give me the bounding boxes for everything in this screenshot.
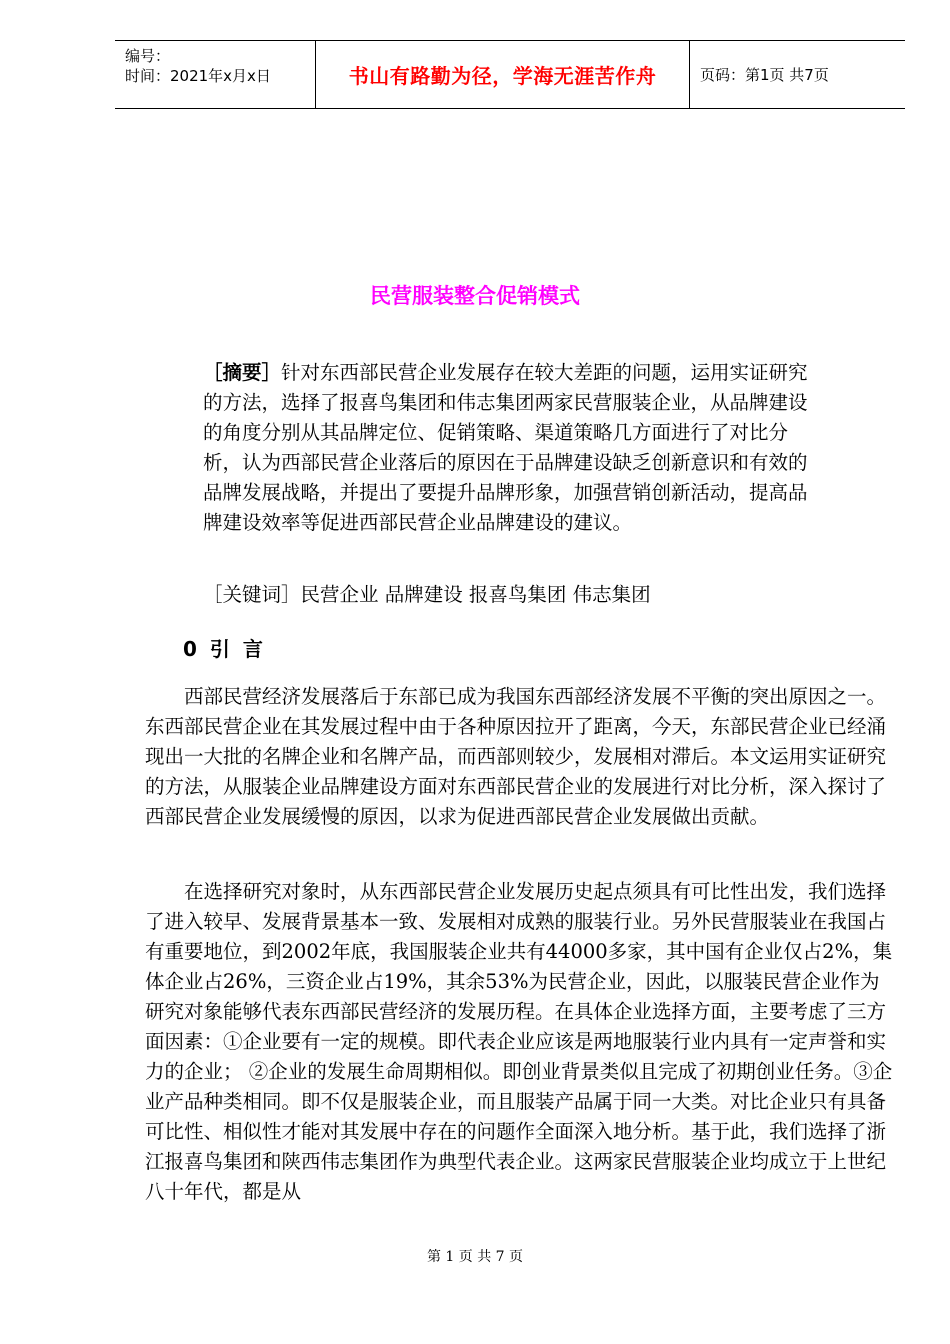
body-paragraph-2: 在选择研究对象时，从东西部民营企业发展历史起点须具有可比性出发，我们选择了进入较早、发展背景基本一致、发展相对成熟的服装行业。另外民营服装业在我国占有重要地位，到2002年底，我国服装企业共有44000多家，其中国有企业仅占2%，集体企业占26%，三资企业占19%，其余53%为民营企业，因此，以服装民营企业作为研究对象能够代表东西部民营经济的发展历程。在具体企业选择方面，主要考虑了三方面因素：①企业要有一定的规模。即代表企业应该是两地服装行业内具有一定声誉和实力的企业； ②企业的发展生命周期相似。即创业背景类似且完成了初期创业任务。③企业产品种类相同。即不仅是服装企业，而且服装产品属于同一大类。对比企业只有具备可比性、相似性才能对其发展中存在的问题作全面深入地分析。基于此，我们选择了浙江报喜鸟集团和陕西伟志集团作为典型代表企业。这两家民营服装企业均成立于上世纪八十年代，都是从	[145, 880, 893, 1203]
abstract-text: 针对东西部民营企业发展存在较大差距的问题，运用实证研究的方法，选择了报喜鸟集团和伟志集团两家民营服装企业，从品牌建设的角度分别从其品牌定位、促销策略、渠道策略几方面进行了对比分析，认为西部民营企业落后的原因在于品牌建设缺乏创新意识和有效的品牌发展战略，并提出了要提升品牌形象，加强营销创新活动，提高品牌建设效率等促进西部民营企业品牌建设的建议。	[203, 361, 808, 534]
page-header	[115, 40, 905, 109]
document-number-label: 编号：	[125, 47, 171, 65]
abstract-tag: ［摘要］	[203, 361, 282, 384]
abstract-block	[203, 358, 823, 538]
keywords-text: 民营企业 品牌建设 报喜鸟集团 伟志集团	[300, 583, 651, 606]
header-motto: 书山有路勤为径，学海无涯苦作舟	[348, 64, 657, 88]
page-footer: 第 1 页 共 7 页	[426, 1249, 524, 1265]
document-time-label: 时间：2021年x月x日	[125, 67, 271, 85]
header-page-cell	[690, 41, 905, 108]
keywords-tag: ［关键词］	[203, 583, 301, 606]
header-meta-cell	[115, 41, 316, 108]
keywords-block	[203, 580, 823, 610]
header-motto-cell	[316, 41, 690, 108]
body-paragraph-1: 西部民营经济发展落后于东部已成为我国东西部经济发展不平衡的突出原因之一。东西部民营企业在其发展过程中由于各种原因拉开了距离，今天，东部民营企业已经涌现出一大批的名牌企业和名牌产品，而西部则较少，发展相对滞后。本文运用实证研究的方法，从服装企业品牌建设方面对东西部民营企业的发展进行对比分析，深入探讨了西部民营企业发展缓慢的原因，以求为促进西部民营企业发展做出贡献。	[145, 685, 887, 828]
header-page-info: 页码：第1页 共7页	[700, 66, 829, 84]
document-title: 民营服装整合促销模式	[370, 284, 580, 308]
section-heading: 0 引 言	[183, 637, 266, 661]
